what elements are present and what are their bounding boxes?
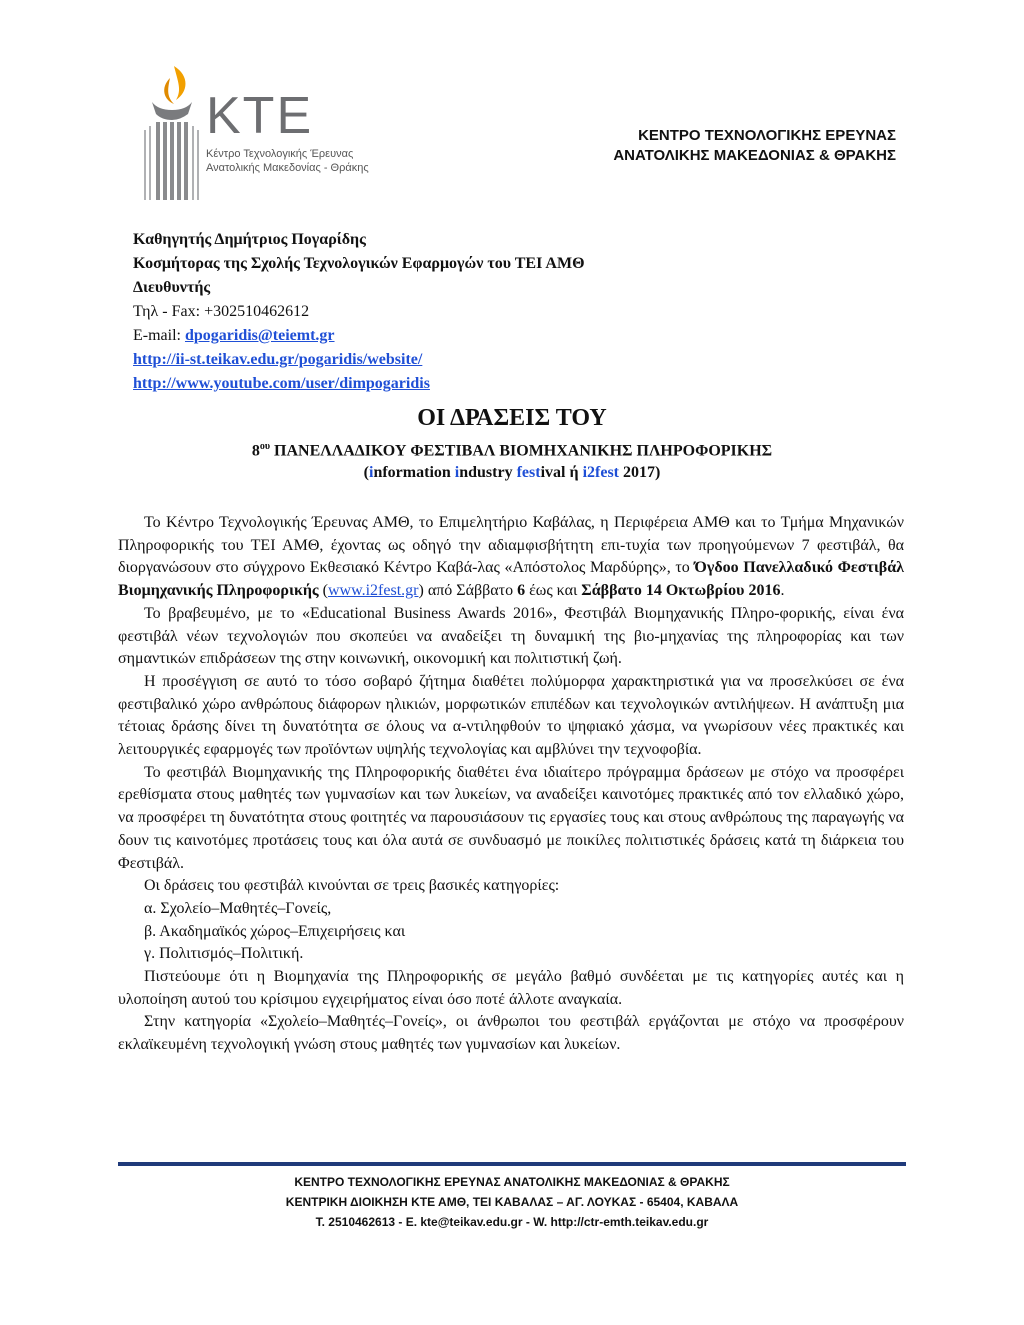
p1-text-c: (: [318, 582, 328, 600]
subtitle2-i2fest: i2fest: [582, 464, 619, 481]
subtitle2-fest: fest: [516, 464, 541, 481]
subtitle2-i2: i: [454, 464, 460, 481]
paragraph-3: Η προσέγγιση σε αυτό το τόσο σοβαρό ζήτημα διαθέτει πολύμορφα χαρακτηριστικά για να προσελκύσει σε ένα φεστιβαλικό χώρο ανθρώπους διάφορων ηλικιών, μορφωτικών επιπέδων και τεχνολογικών αντιλήψεων. Η ανάπτυξη μια τέτοιας δράσης δίνει τη δυνατότητα σε όλους να α-ντιληφθούν το ψηφιακό χάσμα, να γνωρίσουν νέες πρακτικές και λειτουργικές εφαρμογές των προϊόντων υψηλής τεχνολογίας και αμβλύνει την τεχνοφοβία.: [118, 672, 904, 759]
p1-end-date: Σάββατο 14 Οκτωβρίου 2016: [581, 582, 781, 600]
contact-link-2-line: [133, 372, 585, 396]
contact-role-2: Διευθυντής: [133, 279, 211, 296]
body-text: [118, 512, 904, 1057]
paragraph-1: [118, 512, 904, 603]
p1-festival-name: Όγδοο Πανελλαδικό Φεστιβάλ Βιομηχανικής Πληροφορικής: [118, 559, 905, 600]
footer-divider: [118, 1162, 906, 1166]
contact-phone: Τηλ - Fax: +302510462612: [133, 303, 310, 320]
subtitle2-year: 2017): [619, 464, 661, 481]
org-header-line-2: ΑΝΑΤΟΛΙΚΗΣ ΜΑΚΕΔΟΝΙΑΣ & ΘΡΑΚΗΣ: [613, 147, 896, 164]
contact-block: [133, 228, 585, 396]
subtitle-ordinal: ου: [259, 441, 271, 452]
contact-email-link[interactable]: dpogaridis@teiemt.gr: [184, 327, 335, 344]
logo-subtitle-1: Κέντρο Τεχνολογικής Έρευνας: [206, 148, 354, 160]
page-title: ΟΙ ΔΡΑΣΕΙΣ ΤΟΥ: [417, 405, 607, 431]
logo-wordmark: KTE: [206, 87, 314, 145]
subtitle-number: 8: [251, 442, 260, 460]
paragraph-7: Στην κατηγορία «Σχολείο–Μαθητές–Γονείς», οι άνθρωποι του φεστιβάλ εργάζονται με στόχο να προσφέρουν εκλαϊκευμένη τεχνολογική γνώση στους μαθητές των γυμνασίων και λυκείων.: [118, 1013, 904, 1054]
contact-website-link[interactable]: http://ii-st.teikav.edu.gr/pogaridis/website/: [133, 351, 423, 368]
contact-youtube-link[interactable]: http://www.youtube.com/user/dimpogaridis: [133, 375, 430, 392]
subtitle2-open: (: [363, 464, 369, 481]
contact-email-label: E-mail:: [133, 327, 185, 344]
page-subtitle: [0, 441, 1024, 460]
contact-email-line: [133, 324, 585, 348]
paragraph-5: Οι δράσεις του φεστιβάλ κινούνται σε τρεις βασικές κατηγορίες:: [144, 877, 560, 895]
category-item-b: β. Ακαδημαϊκός χώρος–Επιχειρήσεις και: [144, 922, 406, 940]
torch-column-logo-icon: [130, 60, 210, 210]
subtitle2-word1: nformation: [373, 464, 455, 481]
subtitle2-word3: ival ή: [540, 464, 583, 481]
footer-line-3: Τ. 2510462613 - E. kte@teikav.edu.gr - W. http://ctr-emth.teikav.edu.gr: [315, 1215, 709, 1229]
footer-line-1: ΚΕΝΤΡΟ ΤΕΧΝΟΛΟΓΙΚΗΣ ΕΡΕΥΝΑΣ ΑΝΑΤΟΛΙΚΗΣ ΜΑΚΕΔΟΝΙΑΣ & ΘΡΑΚΗΣ: [294, 1175, 730, 1189]
paragraph-2: Το βραβευμένο, με το «Educational Business Awards 2016», Φεστιβάλ Βιομηχανικής Πληρο-φορικής, είναι ένα φεστιβάλ νέων τεχνολογιών που σκοπεύει να αναδείξει τη δυναμική της βιο-μηχανίας της πληροφορίας και των σημαντικών επιδράσεων της στην κοινωνική, οικονομική και πολιτιστική ζωή.: [118, 604, 904, 668]
paragraph-4: Το φεστιβάλ Βιομηχανικής της Πληροφορικής διαθέτει ένα ιδιαίτερο πρόγραμμα δράσεων με στόχο να προσφέρει ερεθίσματα στους μαθητές των γυμνασίων και των λυκείων, να αναδείξει καινοτόμες πρακτικές από τον ελλαδικό χώρο, να προσφέρει τη δυνατότητα στους φοιτητές να παρουσιάσουν τις εργασίες τους και στους ανθρώπους της παραγωγής να δουν τις καινοτόμες προτάσεις τους και όλα αυτά σε συνδυασμό με ποικίλες πολιτιστικές δράσεις κατά τη διάρκεια του Φεστιβάλ.: [118, 763, 904, 872]
category-item-c: γ. Πολιτισμός–Πολιτική.: [144, 945, 304, 963]
p1-text-a: Το Κέντρο Τεχνολογικής Έρευνας ΑΜΘ, το Επιμελητήριο Καβάλας, η Περιφέρεια ΑΜΘ και το Τμήμα Μηχανικών Πληροφορικής του ΤΕΙ ΑΜΘ, έχοντας ως οδηγό την αδιαμφισβήτητη επι-τυχία των προηγούμενων 7 φεστιβάλ, θα διοργανώσουν στο σύγχρονο Εκθεσιακό Κέντρο Καβά-λας «Απόστολος Μαρδύρης», το: [118, 514, 904, 577]
footer-line-2: ΚΕΝΤΡΙΚΗ ΔΙΟΙΚΗΣΗ ΚΤΕ ΑΜΘ, ΤΕΙ ΚΑΒΑΛΑΣ – ΑΓ. ΛΟΥΚΑΣ - 65404, ΚΑΒΑΛΑ: [285, 1195, 739, 1209]
p1-text-h: .: [780, 582, 785, 600]
p1-text-d: ) από Σάββατο: [418, 582, 518, 600]
page-footer: [0, 1172, 1024, 1232]
subtitle-text: ΠΑΝΕΛΛΑΔΙΚΟΥ ΦΕΣΤΙΒΑΛ ΒΙΟΜΗΧΑΝΙΚΗΣ ΠΛΗΡΟΦΟΡΙΚΗΣ: [270, 442, 773, 460]
paragraph-6: Πιστεύουμε ότι η Βιομηχανία της Πληροφορικής σε μεγάλο βαθμό συνδέεται με τις κατηγορίες αυτές και η υλοποίηση αυτού του κρίσιμου εγχειρήματος είναι όσο ποτέ άλλοτε αναγκαία.: [118, 968, 904, 1008]
contact-role: Κοσμήτορας της Σχολής Τεχνολογικών Εφαρμογών του ΤΕΙ ΑΜΘ: [133, 255, 585, 272]
category-item-a: α. Σχολείο–Μαθητές–Γονείς,: [144, 899, 332, 917]
contact-name: Καθηγητής Δημήτριος Πογαρίδης: [133, 231, 366, 248]
festival-website-link[interactable]: www.i2fest.gr: [327, 582, 419, 600]
org-header-line-1: ΚΕΝΤΡΟ ΤΕΧΝΟΛΟΓΙΚΗΣ ΕΡΕΥΝΑΣ: [638, 127, 896, 144]
subtitle2-i1: i: [369, 464, 374, 481]
subtitle2-word2: ndustry: [459, 464, 517, 481]
p1-text-f: έως και: [525, 582, 582, 600]
p1-start-day: 6: [517, 582, 526, 600]
page-subtitle-2: [0, 464, 1024, 482]
kte-logo: [130, 60, 369, 210]
org-header: [613, 126, 896, 166]
logo-subtitle-2: Ανατολικής Μακεδονίας - Θράκης: [206, 162, 369, 174]
contact-link-1-line: [133, 348, 585, 372]
